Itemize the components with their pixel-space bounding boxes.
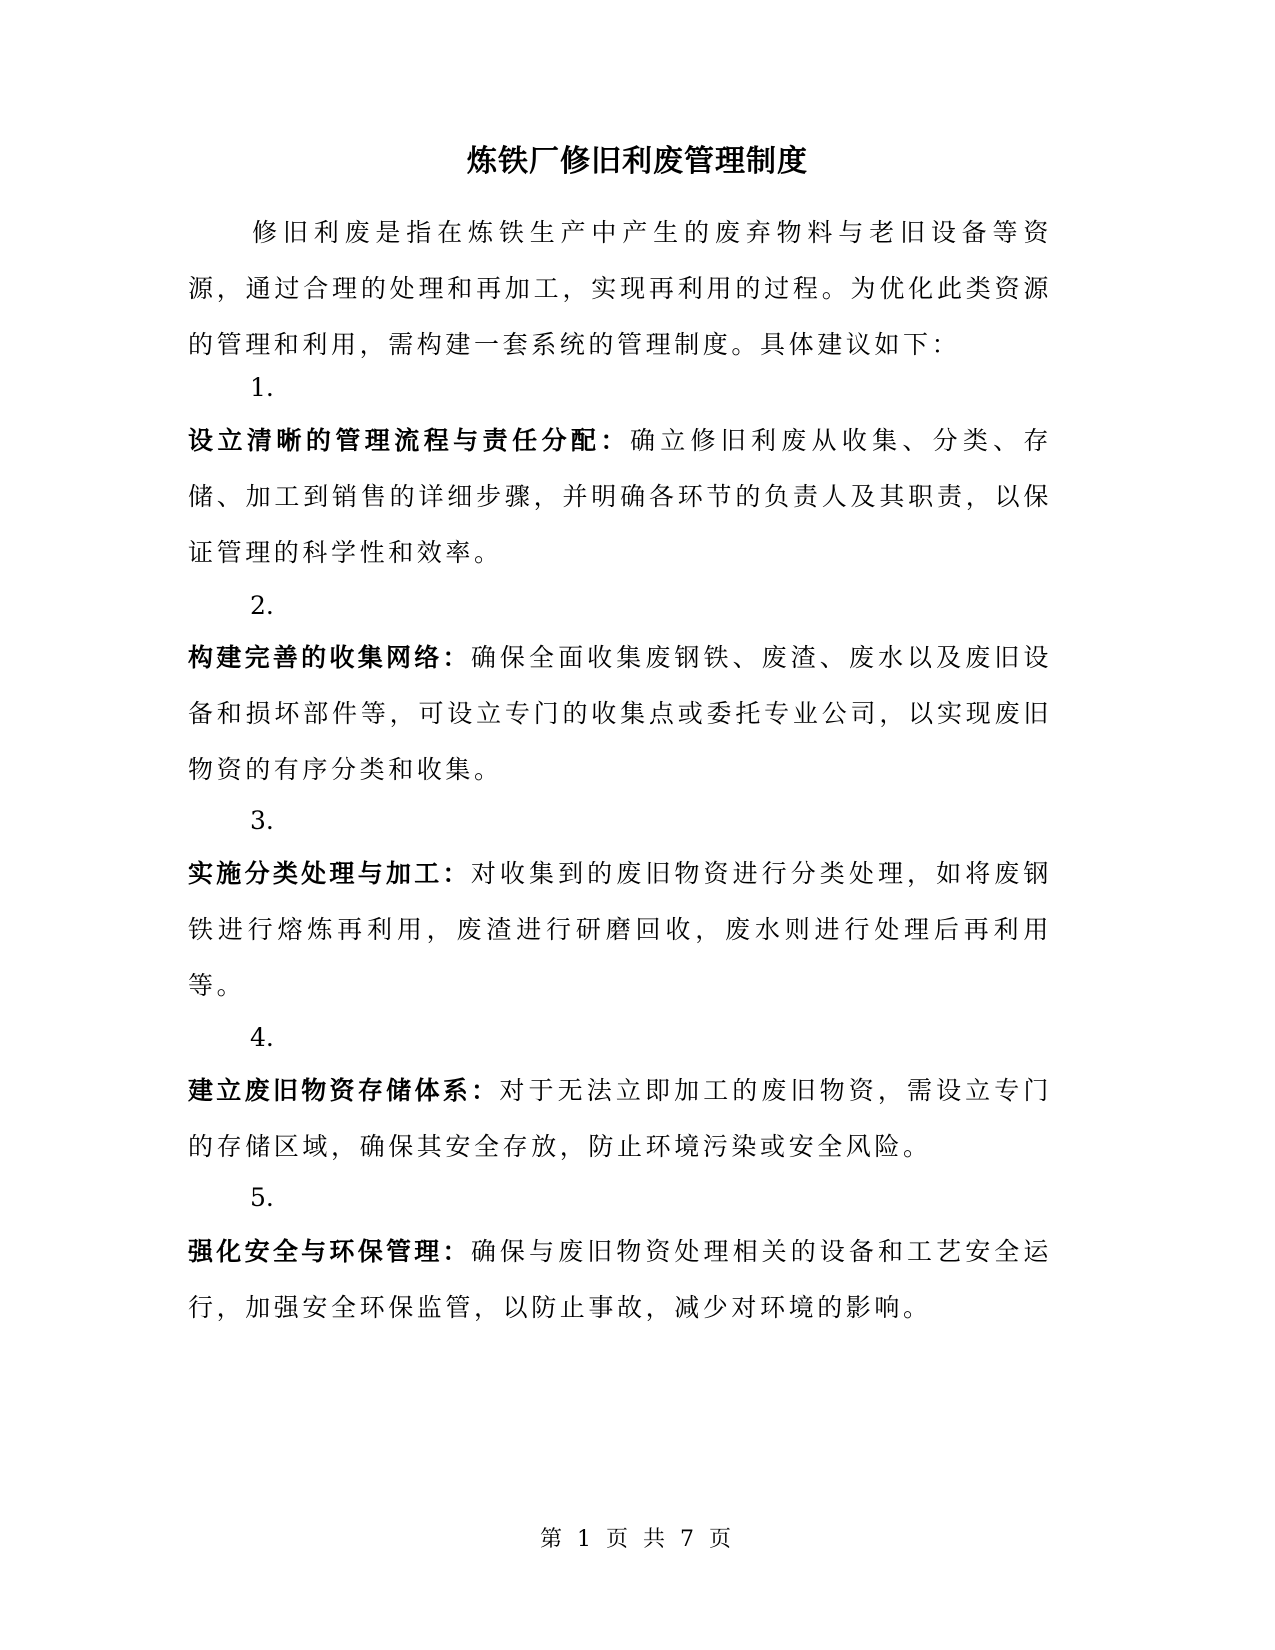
- item-number: 5.: [250, 1183, 274, 1212]
- list-item: [188, 413, 1052, 581]
- item-number: 2.: [250, 591, 274, 620]
- item-number: 4.: [250, 1023, 274, 1052]
- item-heading: 实施分类处理与加工：: [188, 859, 471, 888]
- item-body: 确立修旧利废从收集、分类、存储、加工到销售的详细步骤，并明确各环节的负责人及其职责，以保证管理的科学性和效率。: [188, 426, 1052, 567]
- item-heading: 设立清晰的管理流程与责任分配：: [188, 426, 630, 455]
- list-item: [188, 846, 1052, 1014]
- item-body: 确保全面收集废钢铁、废渣、废水以及废旧设备和损坏部件等，可设立专门的收集点或委托专业公司，以实现废旧物资的有序分类和收集。: [188, 643, 1052, 784]
- page-footer: 第 1 页 共 7 页: [540, 1527, 735, 1552]
- item-body: 确保与废旧物资处理相关的设备和工艺安全运行，加强安全环保监管，以防止事故，减少对环境的影响。: [188, 1237, 1052, 1322]
- item-heading: 强化安全与环保管理：: [188, 1237, 471, 1266]
- item-number: 3.: [250, 806, 274, 835]
- intro-paragraph: 修旧利废是指在炼铁生产中产生的废弃物料与老旧设备等资源，通过合理的处理和再加工，实现再利用的过程。为优化此类资源的管理和利用，需构建一套系统的管理制度。具体建议如下：: [188, 218, 1052, 359]
- item-body: 对收集到的废旧物资进行分类处理，如将废钢铁进行熔炼再利用，废渣进行研磨回收，废水则进行处理后再利用等。: [188, 859, 1052, 1000]
- list-item: [188, 1063, 1052, 1175]
- list-item: [188, 1224, 1052, 1336]
- item-body: 对于无法立即加工的废旧物资，需设立专门的存储区域，确保其安全存放，防止环境污染或安全风险。: [188, 1076, 1052, 1161]
- item-heading: 建立废旧物资存储体系：: [188, 1076, 500, 1105]
- item-number: 1.: [250, 373, 274, 402]
- item-heading: 构建完善的收集网络：: [188, 643, 471, 672]
- document-title: 炼铁厂修旧利废管理制度: [467, 144, 808, 179]
- list-item: [188, 630, 1052, 798]
